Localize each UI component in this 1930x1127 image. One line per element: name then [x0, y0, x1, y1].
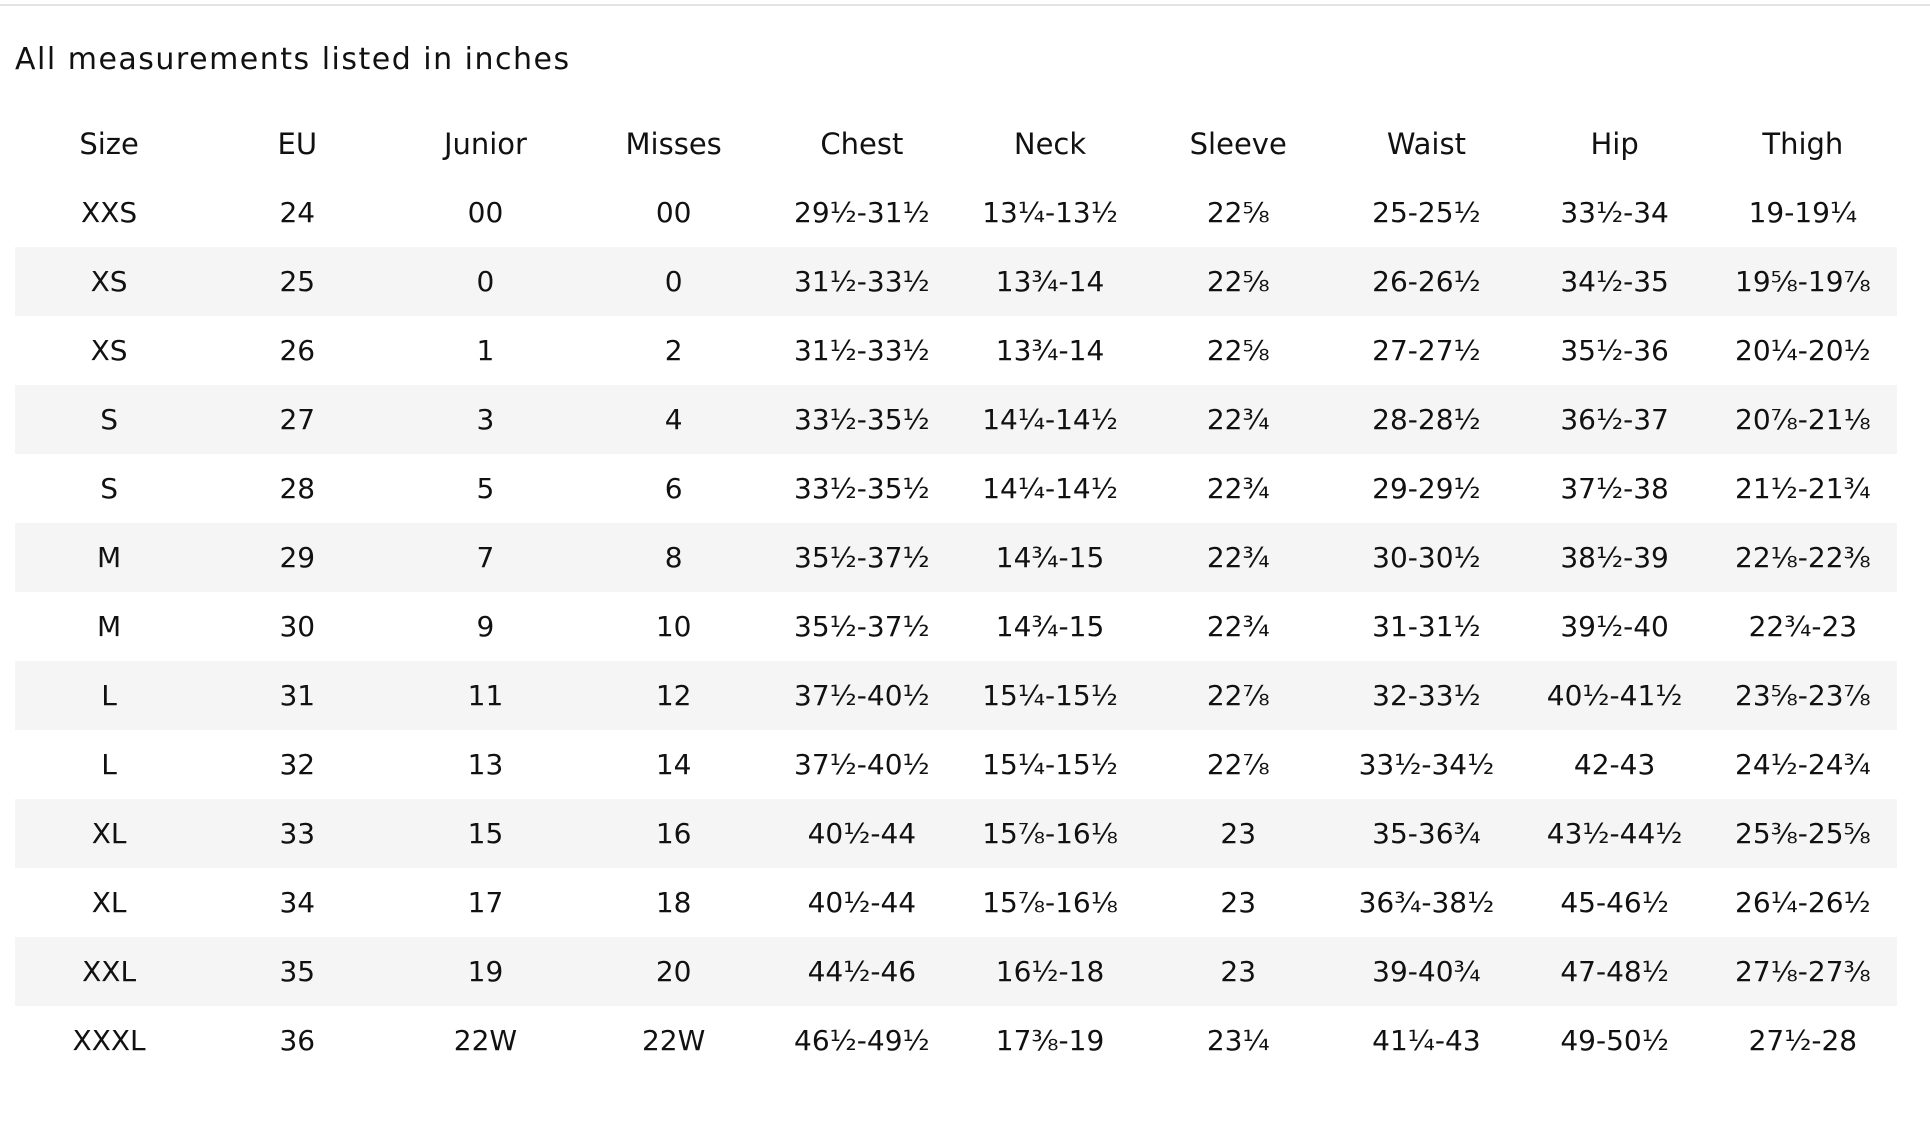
cell-thigh: 25⅜-25⅝	[1709, 799, 1897, 868]
cell-junior: 11	[391, 661, 579, 730]
cell-hip: 43½-44½	[1521, 799, 1709, 868]
cell-chest: 31½-33½	[794, 334, 930, 367]
header-eu: EU	[277, 127, 318, 161]
cell-thigh: 20¼-20½	[1735, 334, 1871, 367]
cell-thigh: 22⅛-22⅜	[1709, 523, 1897, 592]
cell-size: S	[100, 472, 118, 505]
cell-neck: 15¼-15½	[956, 661, 1144, 730]
cell-hip: 47-48½	[1521, 937, 1709, 1006]
cell-sleeve: 22⅝	[1206, 334, 1270, 367]
size-chart-body	[15, 178, 1897, 1075]
cell-misses: 0	[580, 247, 768, 316]
cell-neck: 14¾-15	[956, 523, 1144, 592]
cell-eu: 34	[279, 886, 316, 919]
table-row	[15, 730, 1897, 799]
table-row	[15, 454, 1897, 523]
cell-sleeve: 22¾	[1144, 523, 1332, 592]
cell-thigh: 26¼-26½	[1735, 886, 1871, 919]
cell-junior: 19	[391, 937, 579, 1006]
table-row	[15, 799, 1897, 868]
cell-hip: 45-46½	[1560, 886, 1669, 919]
cell-thigh: 22¾-23	[1748, 610, 1858, 643]
cell-hip: 39½-40	[1560, 610, 1669, 643]
cell-misses: 4	[580, 385, 768, 454]
cell-junior: 1	[476, 334, 495, 367]
cell-chest: 31½-33½	[768, 247, 956, 316]
cell-thigh: 19-19¼	[1748, 196, 1858, 229]
size-chart-table	[15, 110, 1897, 1075]
cell-eu: 35	[203, 937, 391, 1006]
table-row	[15, 247, 1897, 316]
cell-waist: 31-31½	[1372, 610, 1481, 643]
cell-misses: 20	[580, 937, 768, 1006]
cell-thigh: 20⅞-21⅛	[1709, 385, 1897, 454]
table-row	[15, 1006, 1897, 1075]
cell-misses: 00	[655, 196, 692, 229]
cell-chest: 40½-44	[768, 799, 956, 868]
cell-size: XXL	[15, 937, 203, 1006]
cell-size: L	[15, 661, 203, 730]
header-junior: Junior	[443, 127, 527, 161]
cell-sleeve: 22¾	[1206, 472, 1270, 505]
cell-chest: 46½-49½	[794, 1024, 930, 1057]
cell-neck: 14¾-15	[995, 610, 1105, 643]
cell-waist: 39-40¾	[1332, 937, 1520, 1006]
cell-thigh: 19⅝-19⅞	[1709, 247, 1897, 316]
cell-eu: 33	[203, 799, 391, 868]
cell-junior: 0	[391, 247, 579, 316]
cell-chest: 40½-44	[807, 886, 917, 919]
cell-junior: 15	[391, 799, 579, 868]
cell-size: XS	[15, 247, 203, 316]
cell-neck: 13¼-13½	[982, 196, 1118, 229]
cell-junior: 00	[467, 196, 504, 229]
cell-thigh: 21½-21¾	[1735, 472, 1871, 505]
cell-neck: 15⅞-16⅛	[956, 799, 1144, 868]
cell-neck: 13¾-14	[995, 334, 1105, 367]
cell-waist: 27-27½	[1372, 334, 1481, 367]
top-divider	[0, 4, 1930, 6]
cell-neck: 16½-18	[956, 937, 1144, 1006]
cell-junior: 17	[467, 886, 504, 919]
cell-chest: 29½-31½	[794, 196, 930, 229]
table-row	[15, 937, 1897, 1006]
cell-waist: 26-26½	[1332, 247, 1520, 316]
cell-junior: 7	[391, 523, 579, 592]
cell-sleeve: 22⅝	[1144, 247, 1332, 316]
cell-junior: 13	[467, 748, 504, 781]
table-row	[15, 592, 1897, 661]
cell-size: M	[97, 610, 122, 643]
cell-eu: 36	[279, 1024, 316, 1057]
cell-sleeve: 22⅞	[1206, 748, 1270, 781]
size-chart-header	[15, 110, 1897, 178]
table-row	[15, 868, 1897, 937]
cell-neck: 15¼-15½	[982, 748, 1118, 781]
table-row	[15, 178, 1897, 247]
cell-misses: 14	[655, 748, 692, 781]
cell-chest: 37½-40½	[794, 748, 930, 781]
cell-thigh: 27½-28	[1748, 1024, 1858, 1057]
cell-neck: 17⅜-19	[995, 1024, 1105, 1057]
header-sleeve: Sleeve	[1189, 127, 1287, 161]
header-hip: Hip	[1590, 127, 1639, 161]
cell-misses: 2	[664, 334, 683, 367]
cell-junior: 22W	[453, 1024, 518, 1057]
table-row	[15, 523, 1897, 592]
cell-hip: 49-50½	[1560, 1024, 1669, 1057]
cell-sleeve: 23	[1144, 937, 1332, 1006]
cell-neck: 13¾-14	[956, 247, 1144, 316]
cell-eu: 27	[203, 385, 391, 454]
cell-sleeve: 22¾	[1144, 385, 1332, 454]
cell-sleeve: 23	[1220, 886, 1257, 919]
cell-hip: 37½-38	[1560, 472, 1669, 505]
cell-chest: 35½-37½	[768, 523, 956, 592]
table-row	[15, 316, 1897, 385]
cell-hip: 38½-39	[1521, 523, 1709, 592]
table-row	[15, 385, 1897, 454]
cell-misses: 16	[580, 799, 768, 868]
cell-size: XL	[91, 886, 127, 919]
cell-waist: 29-29½	[1372, 472, 1481, 505]
cell-eu: 26	[279, 334, 316, 367]
cell-thigh: 23⅝-23⅞	[1709, 661, 1897, 730]
header-thigh: Thigh	[1762, 127, 1844, 161]
header-misses: Misses	[625, 127, 722, 161]
cell-size: M	[15, 523, 203, 592]
cell-size: S	[15, 385, 203, 454]
cell-misses: 18	[655, 886, 692, 919]
cell-sleeve: 22¾	[1206, 610, 1270, 643]
cell-hip: 35½-36	[1560, 334, 1669, 367]
cell-size: XXXL	[72, 1024, 146, 1057]
cell-eu: 31	[203, 661, 391, 730]
cell-hip: 33½-34	[1560, 196, 1669, 229]
cell-waist: 36¾-38½	[1358, 886, 1495, 919]
cell-sleeve: 22⅞	[1144, 661, 1332, 730]
cell-eu: 32	[279, 748, 316, 781]
cell-chest: 44½-46	[768, 937, 956, 1006]
cell-waist: 25-25½	[1372, 196, 1481, 229]
cell-waist: 35-36¾	[1332, 799, 1520, 868]
cell-waist: 30-30½	[1332, 523, 1520, 592]
cell-hip: 34½-35	[1521, 247, 1709, 316]
cell-size: XXS	[81, 196, 138, 229]
table-row	[15, 661, 1897, 730]
cell-waist: 33½-34½	[1358, 748, 1495, 781]
header-size: Size	[79, 127, 139, 161]
cell-eu: 28	[279, 472, 316, 505]
cell-junior: 9	[476, 610, 495, 643]
cell-waist: 28-28½	[1332, 385, 1520, 454]
cell-size: L	[101, 748, 117, 781]
header-chest: Chest	[820, 127, 904, 161]
cell-hip: 42-43	[1573, 748, 1656, 781]
cell-size: XL	[15, 799, 203, 868]
cell-junior: 3	[391, 385, 579, 454]
cell-waist: 41¼-43	[1372, 1024, 1481, 1057]
cell-eu: 30	[279, 610, 316, 643]
cell-misses: 10	[655, 610, 692, 643]
cell-misses: 6	[664, 472, 683, 505]
header-waist: Waist	[1386, 127, 1466, 161]
cell-sleeve: 23	[1144, 799, 1332, 868]
cell-junior: 5	[476, 472, 495, 505]
cell-misses: 8	[580, 523, 768, 592]
cell-eu: 24	[279, 196, 316, 229]
cell-chest: 37½-40½	[768, 661, 956, 730]
cell-neck: 14¼-14½	[956, 385, 1144, 454]
cell-sleeve: 23¼	[1206, 1024, 1270, 1057]
cell-thigh: 27⅛-27⅜	[1709, 937, 1897, 1006]
cell-chest: 33½-35½	[768, 385, 956, 454]
cell-chest: 33½-35½	[794, 472, 930, 505]
cell-size: XS	[90, 334, 128, 367]
header-row	[15, 110, 1897, 178]
cell-hip: 36½-37	[1521, 385, 1709, 454]
cell-waist: 32-33½	[1332, 661, 1520, 730]
cell-neck: 15⅞-16⅛	[982, 886, 1118, 919]
header-neck: Neck	[1013, 127, 1087, 161]
cell-thigh: 24½-24¾	[1735, 748, 1871, 781]
cell-eu: 29	[203, 523, 391, 592]
cell-misses: 22W	[641, 1024, 706, 1057]
cell-hip: 40½-41½	[1521, 661, 1709, 730]
cell-misses: 12	[580, 661, 768, 730]
cell-chest: 35½-37½	[794, 610, 930, 643]
cell-sleeve: 22⅝	[1206, 196, 1270, 229]
cell-eu: 25	[203, 247, 391, 316]
cell-neck: 14¼-14½	[982, 472, 1118, 505]
measurement-note: All measurements listed in inches	[15, 42, 571, 77]
